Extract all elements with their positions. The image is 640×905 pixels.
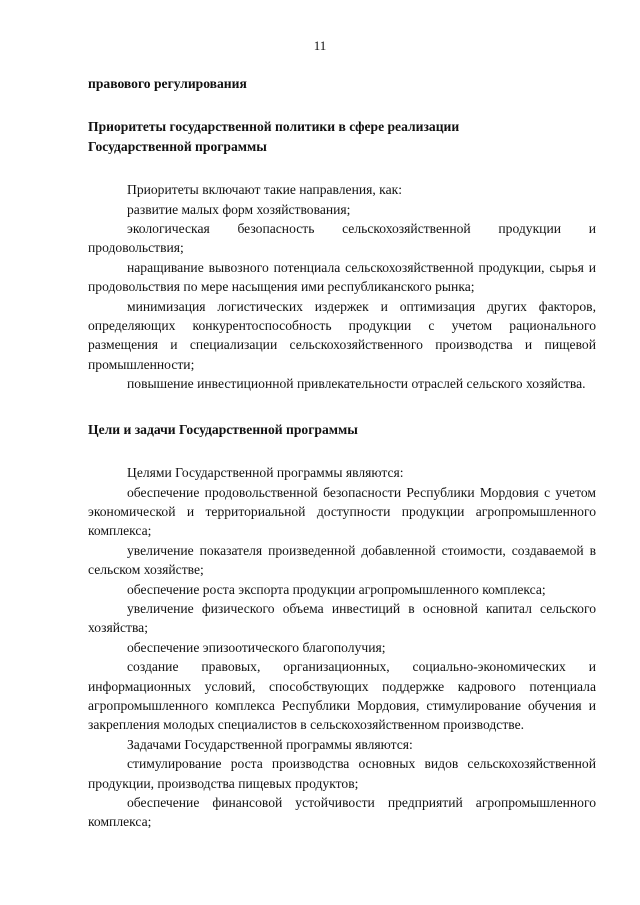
paragraph: обеспечение роста экспорта продукции агропромышленного комплекса;: [127, 581, 546, 597]
section-title-priorities: [88, 117, 596, 156]
paragraph: стимулирование роста производства основных видов сельскохозяйственной продукции, производства пищевых продуктов;: [88, 756, 596, 791]
document-body: [88, 74, 596, 832]
paragraph: обеспечение финансовой устойчивости предприятий агропромышленного комплекса;: [88, 795, 596, 830]
paragraph: создание правовых, организационных, социально-экономических и информационных условий, способствующих поддержке кадрового потенциала агропромышленного комплекса Республики Мордовия, стимулирование обучения и закрепления молодых специалистов в сельскохозяйственном производстве.: [88, 659, 596, 733]
paragraph: увеличение физического объема инвестиций в основной капитал сельского хозяйства;: [88, 600, 596, 636]
spacer: [88, 394, 596, 420]
goals-list: [88, 463, 596, 832]
paragraph: наращивание вывозного потенциала сельскохозяйственной продукции, сырья и продовольствия по мере насыщения ими республиканского рынка;: [88, 259, 596, 295]
spacer: [88, 156, 596, 180]
paragraph: развитие малых форм хозяйствования;: [127, 201, 351, 217]
paragraph: Приоритеты включают такие направления, как:: [127, 182, 402, 198]
spacer: [88, 93, 596, 117]
paragraph: Задачами Государственной программы являются:: [127, 736, 413, 752]
spacer: [88, 439, 596, 463]
paragraph: увеличение показателя произведенной добавленной стоимости, создаваемой в сельском хозяйстве;: [88, 542, 596, 578]
paragraph: экологическая безопасность сельскохозяйственной продукции и продовольствия;: [88, 221, 596, 256]
heading-continuation: правового регулирования: [88, 76, 247, 91]
section-title-goals: Цели и задачи Государственной программы: [88, 421, 358, 437]
paragraph: Целями Государственной программы являются:: [127, 465, 404, 481]
paragraph: минимизация логистических издержек и оптимизация других факторов, определяющих конкурентоспособность продукции с учетом рационального размещения и специализации сельскохозяйственного производства и пищевой промышленности;: [88, 298, 596, 372]
priorities-list: [88, 180, 596, 393]
page-number: 11: [313, 38, 327, 53]
paragraph: повышение инвестиционной привлекательности отраслей сельского хозяйства.: [127, 376, 586, 392]
section-title-line: Приоритеты государственной политики в сфере реализации: [88, 119, 460, 135]
paragraph: обеспечение эпизоотического благополучия;: [127, 639, 386, 655]
paragraph: обеспечение продовольственной безопасности Республики Мордовия с учетом экономической и территориальной доступности продукции агропромышленного комплекса;: [88, 484, 596, 539]
section-title-line: Государственной программы: [88, 138, 267, 154]
